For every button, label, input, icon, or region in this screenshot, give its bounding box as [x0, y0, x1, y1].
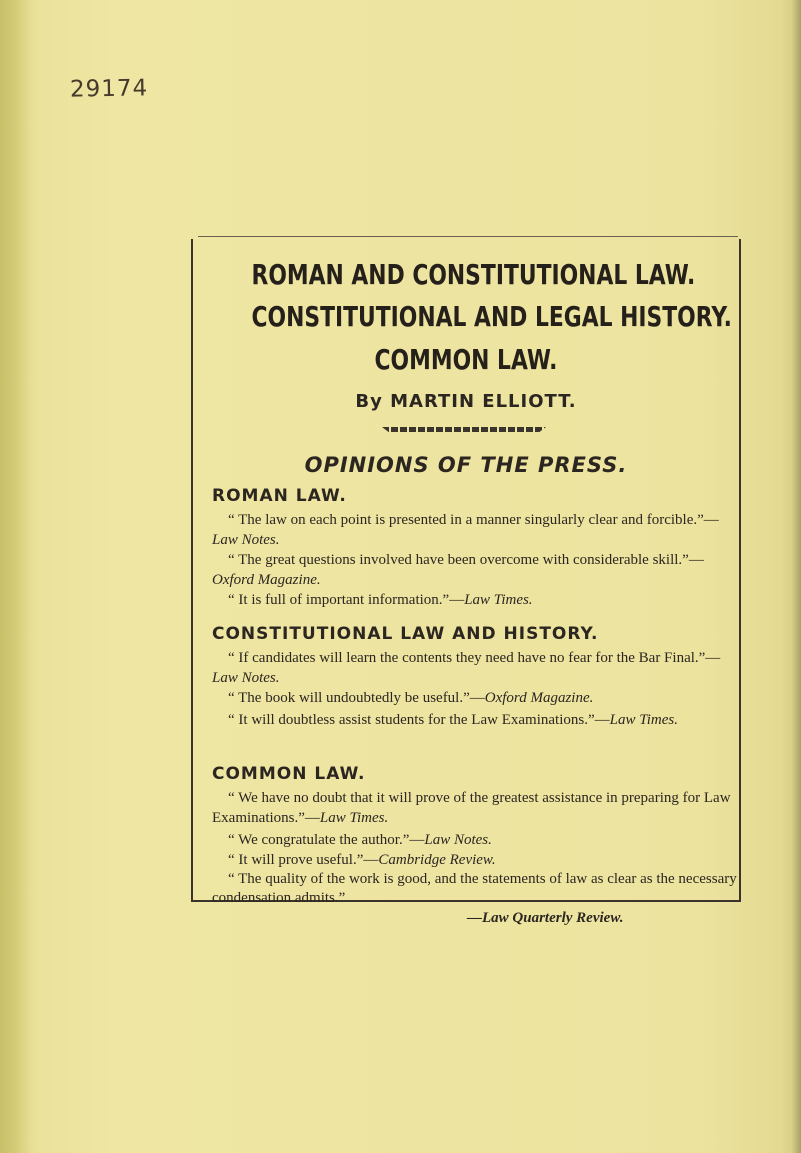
quote-text: “ It is full of important information.”— [228, 592, 465, 608]
quote-text: “ We have no doubt that it will prove of the greatest assistance in preparing for Law Examinations.”— [212, 790, 731, 826]
quote-source: Law Notes. [212, 532, 280, 548]
author-byline: By MARTIN ELLIOTT. [355, 391, 577, 412]
quote-text: “ If candidates will learn the contents they need have no fear for the Bar Final.”— [228, 650, 721, 666]
quote-text: “ It will doubtless assist students for the Law Examinations.”— [228, 712, 610, 728]
quote-source: —Law Quarterly Review. [467, 910, 624, 926]
quote-text: “ The book will undoubtedly be useful.”— [228, 690, 485, 706]
quote-source: Oxford Magazine. [212, 572, 321, 588]
ornamental-rule [382, 427, 546, 432]
quote-source: Law Notes. [424, 832, 492, 848]
quote-source: Cambridge Review. [378, 852, 496, 868]
title-line-1: ROMAN AND CONSTITUTIONAL LAW. [251, 258, 696, 291]
quote [212, 648, 737, 688]
quote-source: Law Times. [609, 712, 678, 728]
quote [212, 510, 737, 550]
quote-source: Law Notes. [212, 670, 280, 686]
quote [212, 590, 737, 610]
opinions-heading: OPINIONS OF THE PRESS. [304, 453, 628, 477]
quote [212, 850, 737, 870]
quote [212, 830, 737, 850]
quote [212, 870, 737, 908]
section-heading-common-law: COMMON LAW. [212, 764, 366, 784]
quote-text: “ We congratulate the author.”— [228, 832, 425, 848]
quote-text: “ The law on each point is presented in a manner singularly clear and forcible.”— [228, 512, 719, 528]
page-edge [792, 0, 801, 1153]
section-heading-constitutional-law: CONSTITUTIONAL LAW AND HISTORY. [212, 624, 599, 644]
left-margin-shade [0, 0, 30, 1153]
quote-source: Law Times. [464, 592, 533, 608]
handwritten-note: 29174 [69, 75, 149, 103]
title-line-2: CONSTITUTIONAL AND LEGAL HISTORY. [251, 300, 732, 333]
quote-text: “ The quality of the work is good, and the statements of law as clear as the necessary condensation admits.” [212, 871, 737, 906]
quote [212, 710, 737, 730]
quote-source: Law Times. [319, 810, 389, 826]
quote-text: “ It will prove useful.”— [228, 852, 379, 868]
quote-text: “ The great questions involved have been overcome with considerable skill.”— [228, 552, 704, 568]
title-line-3: COMMON LAW. [374, 343, 558, 376]
frame-top-rule [198, 236, 738, 237]
quote [212, 788, 737, 828]
quote [212, 550, 737, 590]
section-heading-roman-law: ROMAN LAW. [212, 486, 347, 506]
quote [212, 688, 737, 708]
quote-source: Oxford Magazine. [484, 690, 594, 706]
